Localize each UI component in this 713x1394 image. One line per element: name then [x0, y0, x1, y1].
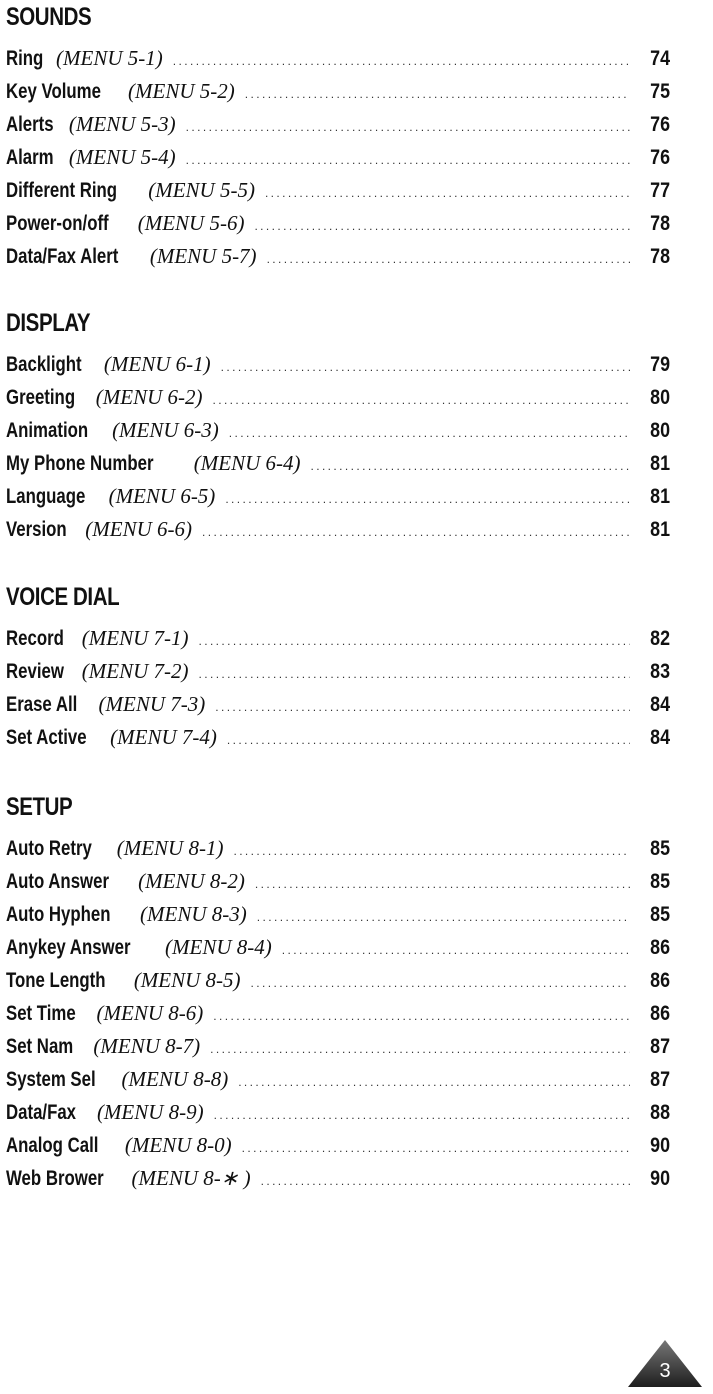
- toc-entry: [6, 1096, 670, 1129]
- dot-leader: [251, 967, 630, 1000]
- entry-page-number: 83: [650, 660, 670, 683]
- entry-page-number: 86: [650, 936, 670, 959]
- toc-entry: [6, 348, 670, 381]
- toc-entry: [6, 964, 670, 997]
- entry-page-number: 75: [650, 80, 670, 103]
- entry-menu-code: (MENU 5-4): [68, 145, 176, 169]
- entry-label: Set Nam: [6, 1035, 74, 1058]
- dot-leader: [255, 868, 630, 901]
- dot-leader: [310, 450, 630, 483]
- entry-label: Different Ring: [6, 179, 118, 202]
- entry-label: Greeting: [6, 386, 76, 409]
- toc-entry: [6, 207, 670, 240]
- dot-leader: [173, 45, 630, 78]
- section-title: SETUP: [6, 793, 73, 821]
- dot-leader: [227, 724, 630, 757]
- entry-menu-code: (MENU 8-8): [121, 1067, 229, 1091]
- toc-entry: [6, 42, 670, 75]
- entry-menu-code: (MENU 6-3): [112, 418, 219, 442]
- entry-page-number: 85: [650, 870, 670, 893]
- entry-page-number: 85: [650, 837, 670, 860]
- entry-page-number: 86: [650, 969, 670, 992]
- dot-leader: [225, 483, 630, 516]
- section-title: SOUNDS: [6, 3, 92, 31]
- dot-leader: [233, 835, 630, 868]
- entry-menu-code: (MENU 5-2): [128, 79, 235, 103]
- dot-leader: [242, 1132, 630, 1165]
- entry-page-number: 80: [650, 386, 670, 409]
- section-sounds: [6, 0, 670, 273]
- entry-menu-code: (MENU 5-7): [149, 244, 257, 268]
- entry-page-number: 85: [650, 903, 670, 926]
- toc-entry: [6, 174, 670, 207]
- section-title: VOICE DIAL: [6, 583, 120, 611]
- entry-label: Ring: [6, 47, 44, 70]
- dot-leader: [221, 351, 630, 384]
- entry-menu-code: (MENU 7-3): [98, 692, 206, 716]
- entry-page-number: 84: [650, 693, 670, 716]
- toc-entry: [6, 141, 670, 174]
- entry-page-number: 90: [650, 1134, 670, 1157]
- toc-entry: [6, 108, 670, 141]
- entry-menu-code: (MENU 8-3): [140, 902, 247, 926]
- entry-page-number: 88: [650, 1101, 670, 1124]
- entry-page-number: 77: [650, 179, 670, 202]
- entry-menu-code: (MENU 6-5): [108, 484, 216, 508]
- dot-leader: [229, 417, 630, 450]
- entry-page-number: 81: [650, 518, 670, 541]
- entry-menu-code: (MENU 7-1): [81, 626, 189, 650]
- entry-page-number: 78: [650, 245, 670, 268]
- toc-entry: [6, 480, 670, 513]
- entry-page-number: 87: [650, 1035, 670, 1058]
- toc-entry: [6, 414, 670, 447]
- entry-menu-code: (MENU 6-2): [95, 385, 203, 409]
- entry-label: Anykey Answer: [6, 936, 131, 959]
- dot-leader: [212, 384, 630, 417]
- dot-leader: [214, 1099, 630, 1132]
- entry-menu-code: (MENU 8-2): [138, 869, 245, 893]
- entry-label: Language: [6, 485, 86, 508]
- dot-leader: [282, 934, 630, 967]
- dot-leader: [186, 111, 630, 144]
- entry-page-number: 84: [650, 726, 670, 749]
- entry-menu-code: (MENU 6-4): [193, 451, 301, 475]
- dot-leader: [267, 243, 630, 276]
- entry-label: Erase All: [6, 693, 78, 716]
- entry-label: Power-on/off: [6, 212, 109, 235]
- toc-entry: [6, 513, 670, 546]
- entry-page-number: 81: [650, 485, 670, 508]
- toc-entry: [6, 1063, 670, 1096]
- dot-leader: [257, 901, 630, 934]
- toc-entry: [6, 832, 670, 865]
- entry-label: Alerts: [6, 113, 54, 136]
- entry-menu-code: (MENU 5-3): [68, 112, 176, 136]
- entry-menu-code: (MENU 5-6): [137, 211, 245, 235]
- entry-page-number: 76: [650, 113, 670, 136]
- entry-label: Review: [6, 660, 64, 683]
- entry-menu-code: (MENU 8-9): [96, 1100, 204, 1124]
- entry-label: Analog Call: [6, 1134, 99, 1157]
- dot-leader: [198, 625, 630, 658]
- section-voice-dial: [6, 580, 670, 754]
- entry-label: Set Time: [6, 1002, 76, 1025]
- toc-entry: [6, 75, 670, 108]
- toc-entry: [6, 1030, 670, 1063]
- page-number: 3: [659, 1360, 671, 1382]
- toc-entry: [6, 622, 670, 655]
- entry-label: Auto Retry: [6, 837, 92, 860]
- toc-entry: [6, 865, 670, 898]
- dot-leader: [265, 177, 630, 210]
- entry-label: Version: [6, 518, 67, 541]
- entry-label: Auto Hyphen: [6, 903, 111, 926]
- section-setup: [6, 790, 670, 1195]
- entry-label: Data/Fax Alert: [6, 245, 119, 268]
- entry-menu-code: (MENU 8-6): [96, 1001, 204, 1025]
- entry-label: Animation: [6, 419, 89, 442]
- dot-leader: [215, 691, 630, 724]
- entry-menu-code: (MENU 7-4): [110, 725, 217, 749]
- page-number-badge: [626, 1338, 704, 1388]
- toc-entry: [6, 655, 670, 688]
- dot-leader: [254, 210, 630, 243]
- entry-page-number: 81: [650, 452, 670, 475]
- toc-entry: [6, 381, 670, 414]
- entry-page-number: 82: [650, 627, 670, 650]
- dot-leader: [202, 516, 630, 549]
- entry-menu-code: (MENU 8-4): [165, 935, 272, 959]
- entry-menu-code: (MENU 8-1): [116, 836, 224, 860]
- entry-label: Auto Answer: [6, 870, 109, 893]
- entry-page-number: 76: [650, 146, 670, 169]
- entry-menu-code: (MENU 6-1): [103, 352, 211, 376]
- entry-label: System Sel: [6, 1068, 96, 1091]
- entry-label: Set Active: [6, 726, 87, 749]
- entry-page-number: 74: [650, 47, 670, 70]
- entry-menu-code: (MENU 7-2): [81, 659, 189, 683]
- entry-label: Key Volume: [6, 80, 101, 103]
- toc-entry: [6, 1162, 670, 1195]
- entry-label: My Phone Number: [6, 452, 154, 475]
- dot-leader: [261, 1165, 630, 1198]
- toc-entry: [6, 1129, 670, 1162]
- toc-entry: [6, 688, 670, 721]
- entry-label: Record: [6, 627, 64, 650]
- toc-entry: [6, 447, 670, 480]
- dot-leader: [245, 78, 630, 111]
- dot-leader: [186, 144, 630, 177]
- entry-menu-code: (MENU 5-1): [56, 46, 163, 70]
- entry-page-number: 87: [650, 1068, 670, 1091]
- dot-leader: [210, 1033, 630, 1066]
- entry-page-number: 86: [650, 1002, 670, 1025]
- entry-label: Web Brower: [6, 1167, 104, 1190]
- toc-entry: [6, 898, 670, 931]
- section-display: [6, 306, 670, 546]
- toc-entry: [6, 931, 670, 964]
- toc-entry: [6, 997, 670, 1030]
- entry-page-number: 80: [650, 419, 670, 442]
- entry-label: Data/Fax: [6, 1101, 77, 1124]
- entry-page-number: 90: [650, 1167, 670, 1190]
- entry-menu-code: (MENU 5-5): [148, 178, 255, 202]
- toc-entry: [6, 721, 670, 754]
- entry-page-number: 79: [650, 353, 670, 376]
- entry-page-number: 78: [650, 212, 670, 235]
- entry-menu-code: (MENU 8-5): [133, 968, 241, 992]
- entry-menu-code: (MENU 8-7): [93, 1034, 201, 1058]
- dot-leader: [199, 658, 631, 691]
- entry-menu-code: (MENU 6-6): [85, 517, 192, 541]
- entry-menu-code: (MENU 8-0): [124, 1133, 232, 1157]
- section-title: DISPLAY: [6, 309, 91, 337]
- entry-label: Alarm: [6, 146, 54, 169]
- dot-leader: [238, 1066, 630, 1099]
- entry-label: Tone Length: [6, 969, 106, 992]
- dot-leader: [213, 1000, 630, 1033]
- toc-entry: [6, 240, 670, 273]
- entry-menu-code: (MENU 8-∗ ): [131, 1166, 251, 1190]
- entry-label: Backlight: [6, 353, 82, 376]
